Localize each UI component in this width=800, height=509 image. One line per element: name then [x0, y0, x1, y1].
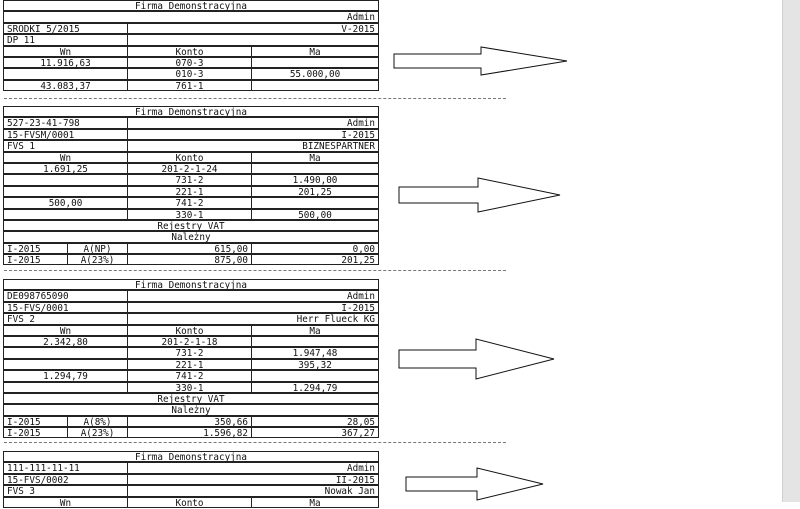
column-header-wn: Wn: [3, 46, 128, 57]
vat-net: 875,00: [127, 254, 252, 265]
entry-ma: [251, 197, 379, 208]
column-header-wn: Wn: [3, 325, 128, 336]
tax-id: DE098765090: [3, 290, 128, 301]
vat-period: I-2015: [3, 254, 68, 265]
vat-rate: A(23%): [67, 427, 128, 438]
entry-konto: 201-2-1-24: [127, 163, 252, 174]
entry-konto: 731-2: [127, 174, 252, 185]
operator-label: Admin: [3, 11, 379, 22]
vat-net: 615,00: [127, 243, 252, 254]
column-header-ma: Ma: [251, 497, 379, 508]
entry-wn: [3, 359, 128, 370]
operator-label: Admin: [127, 290, 379, 301]
column-header-ma: Ma: [251, 46, 379, 57]
entry-konto: 741-2: [127, 197, 252, 208]
vat-tax: 201,25: [251, 254, 379, 265]
entry-konto: 070-3: [127, 57, 252, 68]
entry-konto: 761-1: [127, 80, 252, 91]
invoice-number: 15-FVS/0002: [3, 474, 128, 485]
entry-konto: 330-1: [127, 382, 252, 393]
company-name: Firma Demonstracyjna: [3, 106, 379, 117]
invoice-number: 15-FVS/0001: [3, 302, 128, 313]
document-number: DP 11: [3, 34, 128, 45]
column-header-konto: Konto: [127, 46, 252, 57]
right-arrow-icon: [393, 46, 569, 76]
entry-wn: [3, 68, 128, 79]
entry-wn: 500,00: [3, 197, 128, 208]
vat-tax: 0,00: [251, 243, 379, 254]
entry-wn: 1.294,79: [3, 370, 128, 381]
document-number: FVS 3: [3, 485, 128, 496]
entry-wn: [3, 174, 128, 185]
vat-register-title: Rejestry VAT: [3, 393, 379, 404]
counterparty: BIZNESPARTNER: [127, 140, 379, 151]
entry-ma: 201,25: [251, 186, 379, 197]
vat-register-type: Należny: [3, 231, 379, 242]
vat-net: 1.596,82: [127, 427, 252, 438]
vat-period: I-2015: [3, 243, 68, 254]
page-divider: [4, 98, 506, 99]
entry-wn: [3, 347, 128, 358]
operator-label: Admin: [127, 462, 379, 473]
period-label: V-2015: [127, 23, 379, 34]
counterparty: Herr Flueck KG: [127, 313, 379, 324]
entry-konto: 201-2-1-18: [127, 336, 252, 347]
period-label: I-2015: [127, 129, 379, 140]
entry-konto: 741-2: [127, 370, 252, 381]
entry-ma: 55.000,00: [251, 68, 379, 79]
entry-konto: 010-3: [127, 68, 252, 79]
vat-rate: A(8%): [67, 416, 128, 427]
company-name: Firma Demonstracyjna: [3, 0, 379, 11]
tax-id: 111-111-11-11: [3, 462, 128, 473]
counterparty: Nowak Jan: [127, 485, 379, 496]
column-header-konto: Konto: [127, 325, 252, 336]
document-number: FVS 2: [3, 313, 128, 324]
vat-rate: A(NP): [67, 243, 128, 254]
tax-id: 527-23-41-798: [3, 117, 128, 128]
company-name: Firma Demonstracyjna: [3, 279, 379, 290]
invoice-number: 15-FVSM/0001: [3, 129, 128, 140]
entry-wn: 2.342,80: [3, 336, 128, 347]
entry-konto: 330-1: [127, 209, 252, 220]
column-header-ma: Ma: [251, 152, 379, 163]
entry-ma: [251, 57, 379, 68]
column-header-wn: Wn: [3, 497, 128, 508]
entry-wn: [3, 209, 128, 220]
entry-ma: 1.947,48: [251, 347, 379, 358]
entry-konto: 731-2: [127, 347, 252, 358]
entry-konto: 221-1: [127, 359, 252, 370]
company-name: Firma Demonstracyjna: [3, 451, 379, 462]
entry-ma: 1.490,00: [251, 174, 379, 185]
entry-ma: 395,32: [251, 359, 379, 370]
document-source: ŚRODKI 5/2015: [3, 23, 128, 34]
period-label: II-2015: [127, 474, 379, 485]
right-arrow-icon: [398, 338, 556, 380]
vat-rate: A(23%): [67, 254, 128, 265]
entry-ma: [251, 80, 379, 91]
column-header-konto: Konto: [127, 152, 252, 163]
vat-register-title: Rejestry VAT: [3, 220, 379, 231]
entry-ma: 1.294,79: [251, 382, 379, 393]
vat-register-type: Należny: [3, 404, 379, 415]
counterparty: [127, 34, 379, 45]
right-arrow-icon: [398, 177, 562, 213]
page-divider: [4, 442, 506, 443]
right-arrow-icon: [405, 467, 545, 501]
entry-wn: 11.916,63: [3, 57, 128, 68]
entry-wn: 43.083,37: [3, 80, 128, 91]
vat-tax: 367,27: [251, 427, 379, 438]
entry-ma: [251, 163, 379, 174]
vertical-scrollbar[interactable]: [782, 0, 800, 502]
column-header-wn: Wn: [3, 152, 128, 163]
entry-ma: [251, 336, 379, 347]
vat-period: I-2015: [3, 416, 68, 427]
operator-label: Admin: [127, 117, 379, 128]
vat-net: 350,66: [127, 416, 252, 427]
entry-konto: 221-1: [127, 186, 252, 197]
column-header-ma: Ma: [251, 325, 379, 336]
vat-tax: 28,05: [251, 416, 379, 427]
entry-ma: [251, 370, 379, 381]
document-number: FVS 1: [3, 140, 128, 151]
page-divider: [4, 270, 506, 271]
entry-ma: 500,00: [251, 209, 379, 220]
entry-wn: [3, 382, 128, 393]
entry-wn: [3, 186, 128, 197]
period-label: I-2015: [127, 302, 379, 313]
column-header-konto: Konto: [127, 497, 252, 508]
entry-wn: 1.691,25: [3, 163, 128, 174]
vat-period: I-2015: [3, 427, 68, 438]
